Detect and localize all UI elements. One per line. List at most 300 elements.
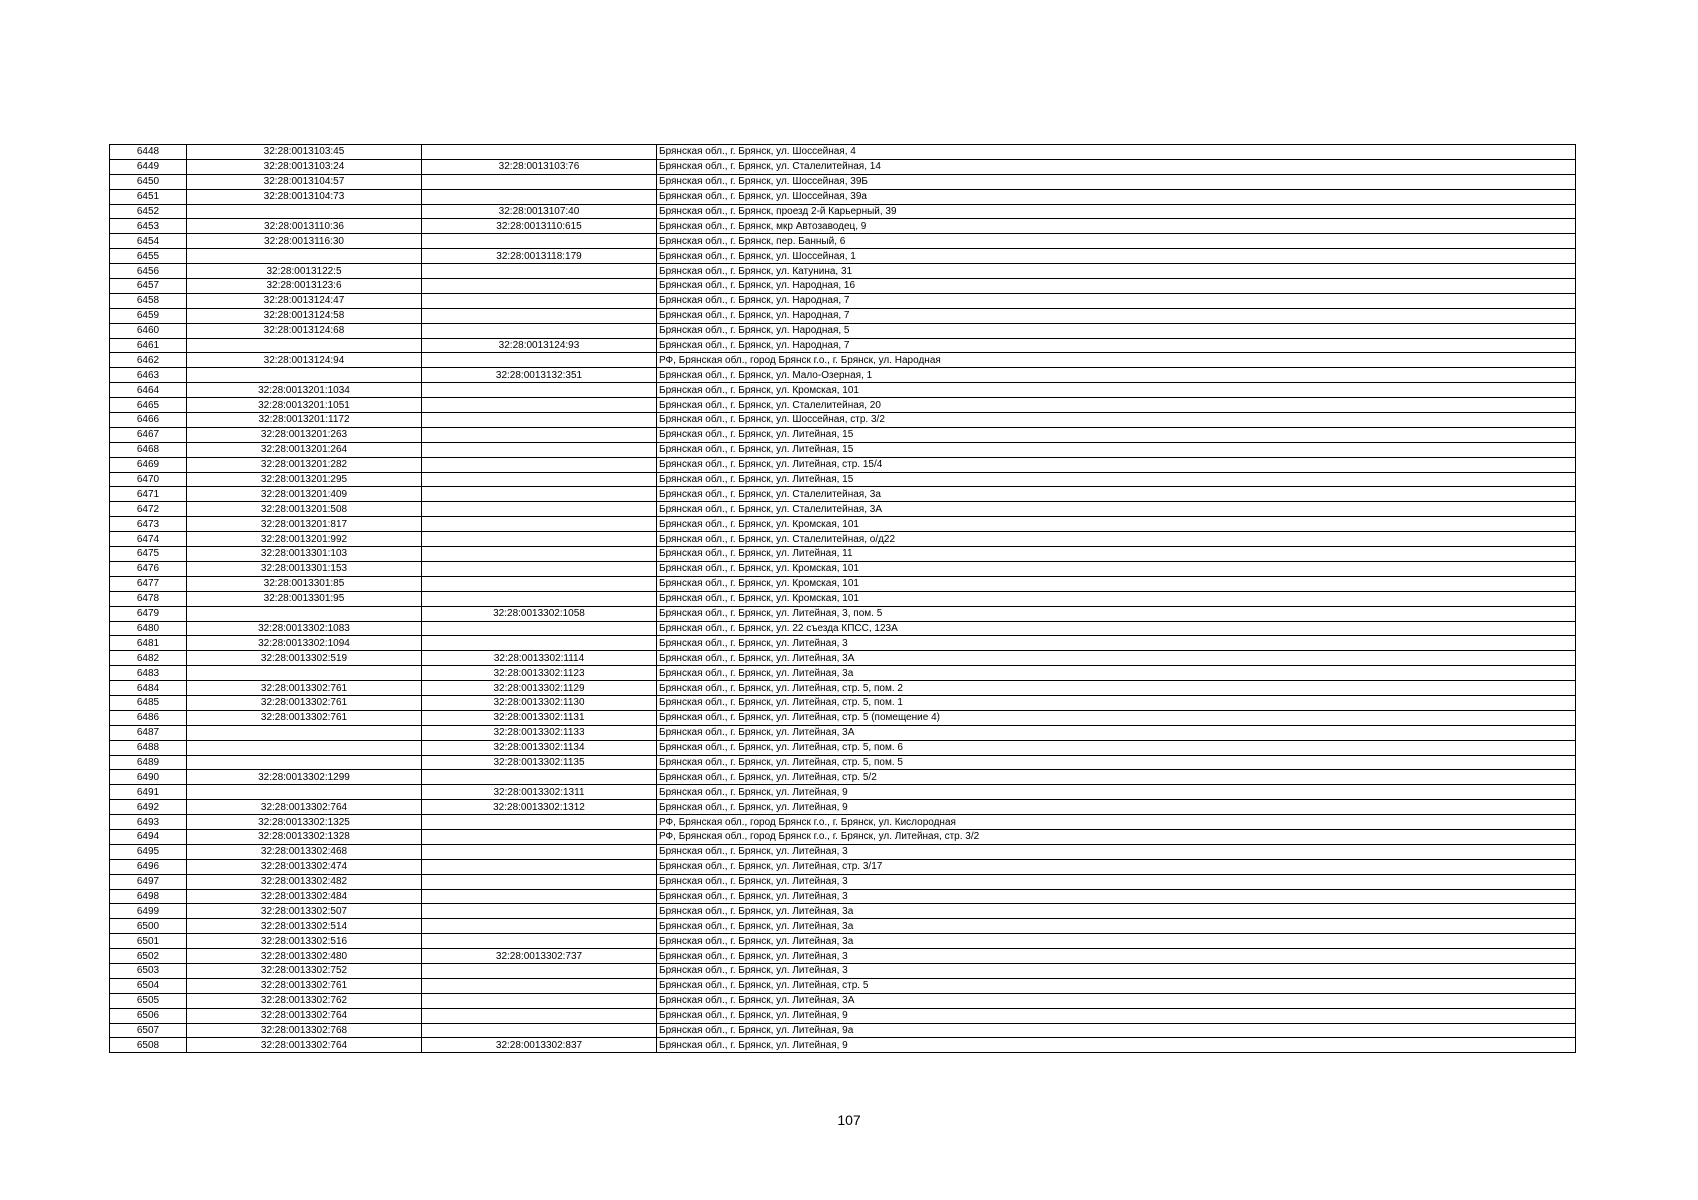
row-number-cell: 6461 (110, 338, 187, 353)
table-row (110, 308, 1576, 323)
table-row (110, 934, 1576, 949)
table-row (110, 413, 1576, 428)
cadastral-number-cell: 32:28:0013302:1083 (187, 621, 422, 636)
table-row (110, 457, 1576, 472)
table-row (110, 353, 1576, 368)
cadastral-number-cell (187, 249, 422, 264)
address-cell: Брянская обл., г. Брянск, ул. Литейная, 3а (657, 934, 1576, 949)
table-row (110, 368, 1576, 383)
cadastral-number-cell: 32:28:0013103:24 (187, 159, 422, 174)
table-row (110, 1023, 1576, 1038)
cadastral-number-cell: 32:28:0013302:484 (187, 889, 422, 904)
cadastral-number-cell (187, 666, 422, 681)
address-cell: Брянская обл., г. Брянск, ул. Кромская, 101 (657, 561, 1576, 576)
address-cell: Брянская обл., г. Брянск, ул. Литейная, стр. 5/2 (657, 770, 1576, 785)
address-cell: Брянская обл., г. Брянск, ул. Литейная, стр. 5 (657, 978, 1576, 993)
address-cell: Брянская обл., г. Брянск, ул. Литейная, 3 (657, 844, 1576, 859)
related-cadastral-number-cell (422, 889, 657, 904)
table-row (110, 561, 1576, 576)
related-cadastral-number-cell (422, 934, 657, 949)
address-cell: Брянская обл., г. Брянск, ул. Литейная, 9 (657, 785, 1576, 800)
address-cell: Брянская обл., г. Брянск, ул. Литейная, 9 (657, 1038, 1576, 1053)
related-cadastral-number-cell: 32:28:0013302:1129 (422, 681, 657, 696)
related-cadastral-number-cell (422, 561, 657, 576)
address-cell: Брянская обл., г. Брянск, ул. Литейная, 3 (657, 963, 1576, 978)
row-number-cell: 6499 (110, 904, 187, 919)
table-row (110, 621, 1576, 636)
row-number-cell: 6460 (110, 323, 187, 338)
row-number-cell: 6478 (110, 591, 187, 606)
table-row (110, 279, 1576, 294)
cadastral-number-cell: 32:28:0013302:761 (187, 978, 422, 993)
table-row (110, 829, 1576, 844)
table-row (110, 963, 1576, 978)
table-row (110, 398, 1576, 413)
cadastral-number-cell: 32:28:0013301:103 (187, 547, 422, 562)
data-table (109, 144, 1576, 1053)
table-row (110, 725, 1576, 740)
table-row (110, 710, 1576, 725)
related-cadastral-number-cell: 32:28:0013302:1312 (422, 800, 657, 815)
row-number-cell: 6457 (110, 279, 187, 294)
related-cadastral-number-cell (422, 323, 657, 338)
cadastral-number-cell: 32:28:0013124:68 (187, 323, 422, 338)
related-cadastral-number-cell (422, 174, 657, 189)
row-number-cell: 6482 (110, 651, 187, 666)
table-row (110, 695, 1576, 710)
table-row (110, 219, 1576, 234)
row-number-cell: 6490 (110, 770, 187, 785)
table-row (110, 755, 1576, 770)
cadastral-number-cell: 32:28:0013201:1172 (187, 413, 422, 428)
row-number-cell: 6467 (110, 427, 187, 442)
address-cell: РФ, Брянская обл., город Брянск г.о., г. Брянск, ул. Народная (657, 353, 1576, 368)
row-number-cell: 6501 (110, 934, 187, 949)
row-number-cell: 6465 (110, 398, 187, 413)
related-cadastral-number-cell: 32:28:0013302:837 (422, 1038, 657, 1053)
table-row (110, 532, 1576, 547)
cadastral-number-cell: 32:28:0013302:514 (187, 919, 422, 934)
table-row (110, 606, 1576, 621)
related-cadastral-number-cell (422, 457, 657, 472)
table-row (110, 978, 1576, 993)
related-cadastral-number-cell: 32:28:0013302:1134 (422, 740, 657, 755)
table-row (110, 800, 1576, 815)
table-row (110, 427, 1576, 442)
table-row (110, 636, 1576, 651)
related-cadastral-number-cell (422, 308, 657, 323)
cadastral-number-cell: 32:28:0013302:519 (187, 651, 422, 666)
address-cell: РФ, Брянская обл., город Брянск г.о., г. Брянск, ул. Кислородная (657, 815, 1576, 830)
table-row (110, 1038, 1576, 1053)
related-cadastral-number-cell (422, 189, 657, 204)
table-row (110, 591, 1576, 606)
cadastral-number-cell: 32:28:0013201:295 (187, 472, 422, 487)
related-cadastral-number-cell (422, 978, 657, 993)
row-number-cell: 6448 (110, 145, 187, 160)
cadastral-number-cell: 32:28:0013302:764 (187, 1008, 422, 1023)
cadastral-number-cell: 32:28:0013302:480 (187, 949, 422, 964)
table-body (110, 145, 1576, 1053)
row-number-cell: 6464 (110, 383, 187, 398)
row-number-cell: 6497 (110, 874, 187, 889)
row-number-cell: 6479 (110, 606, 187, 621)
cadastral-number-cell (187, 725, 422, 740)
row-number-cell: 6474 (110, 532, 187, 547)
address-cell: Брянская обл., г. Брянск, ул. Литейная, 3а (657, 666, 1576, 681)
table-row (110, 517, 1576, 532)
row-number-cell: 6458 (110, 293, 187, 308)
table-row (110, 189, 1576, 204)
table-row (110, 889, 1576, 904)
related-cadastral-number-cell: 32:28:0013110:615 (422, 219, 657, 234)
related-cadastral-number-cell (422, 487, 657, 502)
table-row (110, 859, 1576, 874)
cadastral-number-cell: 32:28:0013302:468 (187, 844, 422, 859)
related-cadastral-number-cell (422, 770, 657, 785)
address-cell: Брянская обл., г. Брянск, ул. Литейная, стр. 5 (помещение 4) (657, 710, 1576, 725)
cadastral-number-cell: 32:28:0013302:764 (187, 1038, 422, 1053)
related-cadastral-number-cell (422, 413, 657, 428)
address-cell: Брянская обл., г. Брянск, ул. Литейная, 3 (657, 636, 1576, 651)
related-cadastral-number-cell (422, 279, 657, 294)
table-row (110, 770, 1576, 785)
address-cell: Брянская обл., г. Брянск, ул. Литейная, 3, пом. 5 (657, 606, 1576, 621)
address-cell: Брянская обл., г. Брянск, ул. Шоссейная, 1 (657, 249, 1576, 264)
related-cadastral-number-cell: 32:28:0013302:1123 (422, 666, 657, 681)
row-number-cell: 6470 (110, 472, 187, 487)
related-cadastral-number-cell: 32:28:0013302:737 (422, 949, 657, 964)
row-number-cell: 6449 (110, 159, 187, 174)
address-cell: Брянская обл., г. Брянск, ул. Кромская, 101 (657, 383, 1576, 398)
related-cadastral-number-cell (422, 844, 657, 859)
table-row (110, 666, 1576, 681)
row-number-cell: 6477 (110, 576, 187, 591)
cadastral-number-cell: 32:28:0013301:153 (187, 561, 422, 576)
related-cadastral-number-cell: 32:28:0013302:1311 (422, 785, 657, 800)
address-cell: Брянская обл., г. Брянск, ул. Литейная, стр. 5, пом. 6 (657, 740, 1576, 755)
address-cell: Брянская обл., г. Брянск, ул. Литейная, 9 (657, 1008, 1576, 1023)
related-cadastral-number-cell (422, 591, 657, 606)
cadastral-number-cell: 32:28:0013302:507 (187, 904, 422, 919)
address-cell: Брянская обл., г. Брянск, ул. Народная, 16 (657, 279, 1576, 294)
related-cadastral-number-cell: 32:28:0013302:1133 (422, 725, 657, 740)
related-cadastral-number-cell: 32:28:0013107:40 (422, 204, 657, 219)
address-cell: Брянская обл., г. Брянск, ул. Литейная, стр. 15/4 (657, 457, 1576, 472)
address-cell: Брянская обл., г. Брянск, ул. Шоссейная, 39а (657, 189, 1576, 204)
address-cell: Брянская обл., г. Брянск, ул. Литейная, 3А (657, 651, 1576, 666)
related-cadastral-number-cell (422, 353, 657, 368)
row-number-cell: 6462 (110, 353, 187, 368)
related-cadastral-number-cell (422, 383, 657, 398)
row-number-cell: 6503 (110, 963, 187, 978)
row-number-cell: 6505 (110, 993, 187, 1008)
table-row (110, 174, 1576, 189)
related-cadastral-number-cell (422, 904, 657, 919)
table-row (110, 949, 1576, 964)
row-number-cell: 6450 (110, 174, 187, 189)
address-cell: Брянская обл., г. Брянск, ул. Литейная, 3 (657, 949, 1576, 964)
table-row (110, 904, 1576, 919)
page-number: 107 (837, 1112, 861, 1128)
row-number-cell: 6488 (110, 740, 187, 755)
row-number-cell: 6485 (110, 695, 187, 710)
cadastral-number-cell: 32:28:0013124:47 (187, 293, 422, 308)
cadastral-number-cell: 32:28:0013301:85 (187, 576, 422, 591)
row-number-cell: 6473 (110, 517, 187, 532)
cadastral-number-cell: 32:28:0013104:57 (187, 174, 422, 189)
cadastral-number-cell: 32:28:0013302:762 (187, 993, 422, 1008)
row-number-cell: 6483 (110, 666, 187, 681)
cadastral-number-cell: 32:28:0013302:1325 (187, 815, 422, 830)
table-row (110, 815, 1576, 830)
cadastral-number-cell (187, 338, 422, 353)
cadastral-number-cell: 32:28:0013201:264 (187, 442, 422, 457)
address-cell: Брянская обл., г. Брянск, ул. Литейная, стр. 5, пом. 2 (657, 681, 1576, 696)
table-row (110, 874, 1576, 889)
table-row (110, 249, 1576, 264)
row-number-cell: 6492 (110, 800, 187, 815)
related-cadastral-number-cell (422, 919, 657, 934)
address-cell: Брянская обл., г. Брянск, ул. Литейная, 15 (657, 442, 1576, 457)
related-cadastral-number-cell: 32:28:0013302:1114 (422, 651, 657, 666)
address-cell: Брянская обл., г. Брянск, ул. Кромская, 101 (657, 591, 1576, 606)
row-number-cell: 6489 (110, 755, 187, 770)
row-number-cell: 6506 (110, 1008, 187, 1023)
address-cell: Брянская обл., г. Брянск, ул. Литейная, стр. 3/17 (657, 859, 1576, 874)
related-cadastral-number-cell (422, 532, 657, 547)
table-row (110, 145, 1576, 160)
address-cell: Брянская обл., г. Брянск, ул. Народная, 7 (657, 308, 1576, 323)
row-number-cell: 6459 (110, 308, 187, 323)
related-cadastral-number-cell (422, 963, 657, 978)
table-row (110, 576, 1576, 591)
related-cadastral-number-cell (422, 1023, 657, 1038)
address-cell: Брянская обл., г. Брянск, ул. Сталелитейная, 14 (657, 159, 1576, 174)
related-cadastral-number-cell (422, 472, 657, 487)
row-number-cell: 6456 (110, 264, 187, 279)
address-cell: Брянская обл., г. Брянск, ул. Народная, 5 (657, 323, 1576, 338)
address-cell: Брянская обл., г. Брянск, ул. Литейная, 15 (657, 427, 1576, 442)
cadastral-number-cell: 32:28:0013110:36 (187, 219, 422, 234)
address-cell: Брянская обл., г. Брянск, ул. Литейная, 9 (657, 800, 1576, 815)
row-number-cell: 6487 (110, 725, 187, 740)
table-row (110, 740, 1576, 755)
cadastral-number-cell (187, 785, 422, 800)
row-number-cell: 6455 (110, 249, 187, 264)
row-number-cell: 6507 (110, 1023, 187, 1038)
related-cadastral-number-cell (422, 264, 657, 279)
related-cadastral-number-cell: 32:28:0013103:76 (422, 159, 657, 174)
table-row (110, 785, 1576, 800)
cadastral-number-cell: 32:28:0013201:817 (187, 517, 422, 532)
related-cadastral-number-cell (422, 442, 657, 457)
table-row (110, 204, 1576, 219)
address-cell: Брянская обл., г. Брянск, ул. Шоссейная, 39Б (657, 174, 1576, 189)
table-row (110, 1008, 1576, 1023)
row-number-cell: 6469 (110, 457, 187, 472)
table-row (110, 472, 1576, 487)
address-cell: Брянская обл., г. Брянск, пер. Банный, 6 (657, 234, 1576, 249)
row-number-cell: 6475 (110, 547, 187, 562)
cadastral-number-cell (187, 740, 422, 755)
address-cell: Брянская обл., г. Брянск, проезд 2-й Карьерный, 39 (657, 204, 1576, 219)
cadastral-number-cell: 32:28:0013302:1094 (187, 636, 422, 651)
related-cadastral-number-cell: 32:28:0013302:1058 (422, 606, 657, 621)
related-cadastral-number-cell (422, 502, 657, 517)
table-row (110, 383, 1576, 398)
row-number-cell: 6498 (110, 889, 187, 904)
cadastral-number-cell: 32:28:0013122:5 (187, 264, 422, 279)
address-cell: Брянская обл., г. Брянск, ул. Сталелитейная, 20 (657, 398, 1576, 413)
related-cadastral-number-cell (422, 547, 657, 562)
cadastral-number-cell: 32:28:0013116:30 (187, 234, 422, 249)
table-row (110, 502, 1576, 517)
address-cell: Брянская обл., г. Брянск, ул. 22 съезда КПСС, 123А (657, 621, 1576, 636)
address-cell: Брянская обл., г. Брянск, ул. Литейная, 3а (657, 919, 1576, 934)
cadastral-number-cell: 32:28:0013124:58 (187, 308, 422, 323)
related-cadastral-number-cell (422, 993, 657, 1008)
table-row (110, 264, 1576, 279)
cadastral-number-cell: 32:28:0013301:95 (187, 591, 422, 606)
address-cell: Брянская обл., г. Брянск, ул. Сталелитейная, о/д22 (657, 532, 1576, 547)
table-row (110, 487, 1576, 502)
related-cadastral-number-cell (422, 427, 657, 442)
cadastral-number-cell: 32:28:0013201:409 (187, 487, 422, 502)
row-number-cell: 6494 (110, 829, 187, 844)
row-number-cell: 6480 (110, 621, 187, 636)
related-cadastral-number-cell (422, 145, 657, 160)
row-number-cell: 6463 (110, 368, 187, 383)
cadastral-number-cell: 32:28:0013201:508 (187, 502, 422, 517)
address-cell: Брянская обл., г. Брянск, ул. Литейная, 9а (657, 1023, 1576, 1038)
cadastral-number-cell: 32:28:0013302:764 (187, 800, 422, 815)
table-row (110, 651, 1576, 666)
row-number-cell: 6491 (110, 785, 187, 800)
row-number-cell: 6495 (110, 844, 187, 859)
row-number-cell: 6484 (110, 681, 187, 696)
address-cell: Брянская обл., г. Брянск, ул. Литейная, 3а (657, 904, 1576, 919)
address-cell: РФ, Брянская обл., город Брянск г.о., г. Брянск, ул. Литейная, стр. 3/2 (657, 829, 1576, 844)
row-number-cell: 6493 (110, 815, 187, 830)
related-cadastral-number-cell (422, 829, 657, 844)
row-number-cell: 6496 (110, 859, 187, 874)
cadastral-number-cell: 32:28:0013302:1328 (187, 829, 422, 844)
row-number-cell: 6476 (110, 561, 187, 576)
row-number-cell: 6468 (110, 442, 187, 457)
related-cadastral-number-cell (422, 874, 657, 889)
address-cell: Брянская обл., г. Брянск, ул. Литейная, 3 (657, 889, 1576, 904)
address-cell: Брянская обл., г. Брянск, ул. Народная, 7 (657, 293, 1576, 308)
cadastral-number-cell: 32:28:0013302:761 (187, 695, 422, 710)
address-cell: Брянская обл., г. Брянск, ул. Литейная, стр. 5, пом. 1 (657, 695, 1576, 710)
related-cadastral-number-cell: 32:28:0013302:1135 (422, 755, 657, 770)
address-cell: Брянская обл., г. Брянск, ул. Литейная, 3А (657, 725, 1576, 740)
cadastral-number-cell: 32:28:0013201:1034 (187, 383, 422, 398)
related-cadastral-number-cell (422, 859, 657, 874)
row-number-cell: 6452 (110, 204, 187, 219)
cadastral-number-cell: 32:28:0013302:761 (187, 681, 422, 696)
row-number-cell: 6472 (110, 502, 187, 517)
table-row (110, 844, 1576, 859)
table-row (110, 919, 1576, 934)
related-cadastral-number-cell: 32:28:0013302:1131 (422, 710, 657, 725)
table-row (110, 293, 1576, 308)
row-number-cell: 6508 (110, 1038, 187, 1053)
related-cadastral-number-cell (422, 636, 657, 651)
row-number-cell: 6504 (110, 978, 187, 993)
address-cell: Брянская обл., г. Брянск, ул. Шоссейная, 4 (657, 145, 1576, 160)
cadastral-number-cell: 32:28:0013123:6 (187, 279, 422, 294)
cadastral-number-cell: 32:28:0013124:94 (187, 353, 422, 368)
cadastral-number-cell (187, 368, 422, 383)
cadastral-number-cell: 32:28:0013302:752 (187, 963, 422, 978)
cadastral-number-cell: 32:28:0013302:1299 (187, 770, 422, 785)
table-row (110, 323, 1576, 338)
row-number-cell: 6486 (110, 710, 187, 725)
cadastral-number-cell: 32:28:0013302:768 (187, 1023, 422, 1038)
cadastral-number-cell: 32:28:0013302:761 (187, 710, 422, 725)
cadastral-number-cell: 32:28:0013302:516 (187, 934, 422, 949)
address-cell: Брянская обл., г. Брянск, мкр Автозаводец, 9 (657, 219, 1576, 234)
cadastral-number-cell: 32:28:0013201:282 (187, 457, 422, 472)
row-number-cell: 6471 (110, 487, 187, 502)
address-cell: Брянская обл., г. Брянск, ул. Шоссейная, стр. 3/2 (657, 413, 1576, 428)
related-cadastral-number-cell: 32:28:0013132:351 (422, 368, 657, 383)
cadastral-number-cell (187, 204, 422, 219)
related-cadastral-number-cell: 32:28:0013124:93 (422, 338, 657, 353)
table-row (110, 338, 1576, 353)
cadastral-number-cell (187, 755, 422, 770)
related-cadastral-number-cell (422, 815, 657, 830)
table-row (110, 442, 1576, 457)
table-row (110, 547, 1576, 562)
related-cadastral-number-cell (422, 621, 657, 636)
row-number-cell: 6451 (110, 189, 187, 204)
cadastral-number-cell: 32:28:0013201:1051 (187, 398, 422, 413)
cadastral-number-cell: 32:28:0013302:482 (187, 874, 422, 889)
table-row (110, 234, 1576, 249)
related-cadastral-number-cell (422, 576, 657, 591)
cadastral-number-cell: 32:28:0013302:474 (187, 859, 422, 874)
address-cell: Брянская обл., г. Брянск, ул. Кромская, 101 (657, 576, 1576, 591)
address-cell: Брянская обл., г. Брянск, ул. Сталелитейная, 3а (657, 487, 1576, 502)
address-cell: Брянская обл., г. Брянск, ул. Кромская, 101 (657, 517, 1576, 532)
row-number-cell: 6466 (110, 413, 187, 428)
table-row (110, 993, 1576, 1008)
cadastral-number-cell: 32:28:0013103:45 (187, 145, 422, 160)
cadastral-number-cell (187, 606, 422, 621)
address-cell: Брянская обл., г. Брянск, ул. Литейная, 3А (657, 993, 1576, 1008)
address-cell: Брянская обл., г. Брянск, ул. Литейная, 3 (657, 874, 1576, 889)
address-cell: Брянская обл., г. Брянск, ул. Мало-Озерная, 1 (657, 368, 1576, 383)
address-cell: Брянская обл., г. Брянск, ул. Народная, 7 (657, 338, 1576, 353)
row-number-cell: 6454 (110, 234, 187, 249)
address-cell: Брянская обл., г. Брянск, ул. Литейная, 15 (657, 472, 1576, 487)
related-cadastral-number-cell (422, 1008, 657, 1023)
related-cadastral-number-cell (422, 398, 657, 413)
row-number-cell: 6453 (110, 219, 187, 234)
related-cadastral-number-cell (422, 234, 657, 249)
related-cadastral-number-cell (422, 517, 657, 532)
address-cell: Брянская обл., г. Брянск, ул. Сталелитейная, 3А (657, 502, 1576, 517)
address-cell: Брянская обл., г. Брянск, ул. Литейная, стр. 5, пом. 5 (657, 755, 1576, 770)
table-row (110, 681, 1576, 696)
cadastral-number-cell: 32:28:0013104:73 (187, 189, 422, 204)
address-cell: Брянская обл., г. Брянск, ул. Катунина, 31 (657, 264, 1576, 279)
row-number-cell: 6502 (110, 949, 187, 964)
related-cadastral-number-cell (422, 293, 657, 308)
